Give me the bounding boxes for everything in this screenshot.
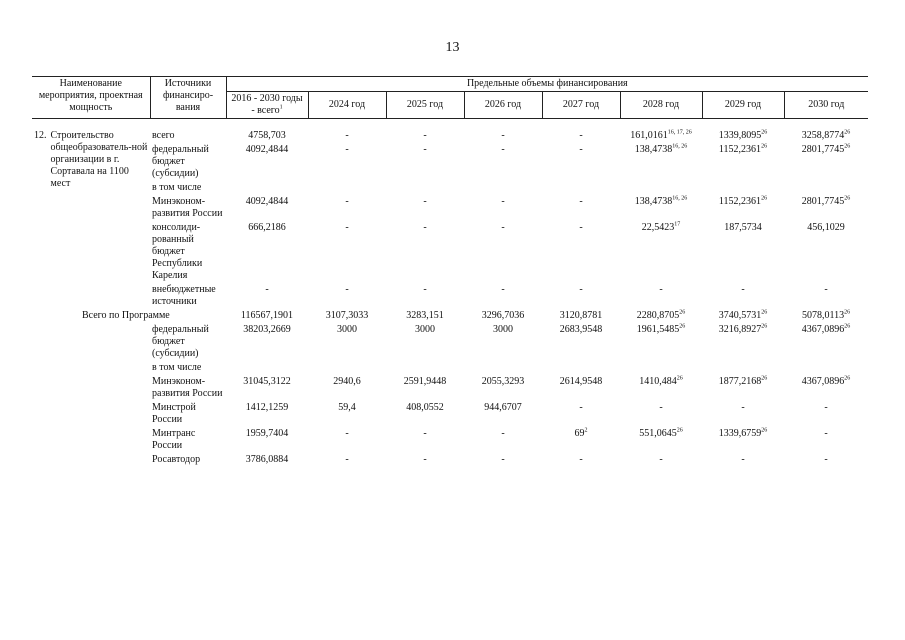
value-cell: -: [579, 130, 583, 141]
value-cell: 187,5734: [724, 222, 762, 233]
value-cell: 4758,703: [248, 130, 286, 141]
value-cell: 1339,8095$^{26}$: [718, 129, 768, 141]
value-cell: [464, 181, 542, 195]
value-cell: -: [345, 284, 349, 295]
value-cell: 3283,151: [406, 310, 444, 321]
value-cell: 1961,5485$^{26}$: [636, 323, 686, 335]
value-cell: -: [265, 284, 269, 295]
value-cell: -: [659, 454, 663, 465]
source-cell: внебюджетные источники: [152, 284, 216, 307]
table-row: [32, 143, 868, 181]
value-cell: 3786,0884: [245, 454, 289, 465]
source-cell: Минтранс России: [152, 428, 196, 451]
item-12-name: [32, 129, 150, 309]
value-cell: 1339,6759$^{26}$: [718, 427, 768, 439]
empty-name-cell: [32, 361, 150, 375]
value-cell: -: [579, 284, 583, 295]
source-cell: Минэконом-развития России: [152, 196, 223, 219]
value-cell: -: [579, 144, 583, 155]
value-cell: 3000: [337, 324, 357, 335]
value-cell: -: [345, 130, 349, 141]
value-cell: -: [579, 454, 583, 465]
value-cell: [702, 361, 784, 375]
header-total-label: 2016 - 2030 годы - всего: [231, 93, 303, 116]
table-row: [32, 401, 868, 427]
empty-name-cell: [32, 375, 150, 401]
table-row: [32, 195, 868, 221]
item-name: Строительство общеобразователь-ной организации в г. Сортавала на 1100 мест: [50, 130, 148, 189]
value-cell: 2940,6: [333, 376, 361, 387]
value-cell: -: [423, 196, 427, 207]
value-cell: 551,0645$^{26}$: [639, 427, 683, 439]
value-cell: 3000: [493, 324, 513, 335]
value-cell: 456,1029: [807, 222, 845, 233]
value-cell: 4367,0896$^{26}$: [801, 323, 851, 335]
value-cell: 3000: [415, 324, 435, 335]
value-cell: -: [824, 402, 828, 413]
value-cell: -: [423, 454, 427, 465]
value-cell: [542, 181, 620, 195]
value-cell: -: [579, 222, 583, 233]
value-cell: -: [579, 196, 583, 207]
value-cell: [784, 181, 868, 195]
value-cell: -: [345, 428, 349, 439]
value-cell: -: [741, 402, 745, 413]
value-cell: [784, 361, 868, 375]
table-row: [32, 323, 868, 361]
value-cell: 2280,8705$^{26}$: [636, 309, 686, 321]
value-cell: -: [501, 284, 505, 295]
table-row: [32, 427, 868, 453]
source-cell: федеральный бюджет (субсидии): [152, 144, 209, 179]
value-cell: 3120,8781: [559, 310, 603, 321]
header-name: Наименование мероприятия, проектная мощность: [32, 77, 150, 119]
header-year: 2030 год: [784, 92, 868, 119]
table-row: [32, 129, 868, 143]
value-cell: 161,0161$^{16, 17, 26}$: [630, 129, 692, 141]
value-cell: 944,6707: [484, 402, 522, 413]
value-cell: [464, 361, 542, 375]
source-cell: Минэконом-развития России: [152, 376, 223, 399]
value-cell: 3258,8774$^{26}$: [801, 129, 851, 141]
header-year: 2028 год: [620, 92, 702, 119]
value-cell: -: [741, 284, 745, 295]
value-cell: -: [824, 428, 828, 439]
table-row: [32, 361, 868, 375]
value-cell: [542, 361, 620, 375]
value-cell: 2801,7745$^{26}$: [801, 143, 851, 155]
table-row: [32, 309, 868, 323]
value-cell: 138,4738$^{16, 26}$: [634, 195, 688, 207]
item-number: 12.: [34, 130, 47, 141]
value-cell: -: [501, 222, 505, 233]
value-cell: 408,0552: [406, 402, 444, 413]
value-cell: -: [579, 402, 583, 413]
value-cell: 4092,4844: [245, 144, 289, 155]
value-cell: -: [659, 284, 663, 295]
page-number: 13: [445, 40, 460, 55]
header-year: 2026 год: [464, 92, 542, 119]
table-body: [32, 119, 868, 468]
value-cell: -: [423, 428, 427, 439]
value-cell: 1877,2168$^{26}$: [718, 375, 768, 387]
table-row: [32, 375, 868, 401]
value-cell: -: [659, 402, 663, 413]
value-cell: 1152,2361$^{26}$: [718, 143, 768, 155]
table-row: [32, 453, 868, 467]
value-cell: 1412,1259: [245, 402, 289, 413]
value-cell: -: [501, 144, 505, 155]
source-cell: всего: [152, 130, 175, 141]
value-cell: [226, 361, 308, 375]
table-row: [32, 181, 868, 195]
value-cell: 138,4738$^{16, 26}$: [634, 143, 688, 155]
source-cell: Росавтодор: [152, 454, 201, 465]
header-year: 2029 год: [702, 92, 784, 119]
value-cell: -: [345, 144, 349, 155]
value-cell: -: [501, 130, 505, 141]
value-cell: 31045,3122: [243, 376, 291, 387]
value-cell: -: [345, 196, 349, 207]
value-cell: [308, 181, 386, 195]
empty-name-cell: [32, 453, 150, 467]
value-cell: 1152,2361$^{26}$: [718, 195, 768, 207]
value-cell: 4092,4844: [245, 196, 289, 207]
source-cell: Минстрой России: [152, 402, 196, 425]
value-cell: -: [423, 144, 427, 155]
value-cell: [620, 361, 702, 375]
source-cell: в том числе: [152, 182, 202, 193]
value-cell: 1959,7404: [245, 428, 289, 439]
value-cell: -: [501, 454, 505, 465]
empty-name-cell: [32, 401, 150, 427]
header-year: 2024 год: [308, 92, 386, 119]
value-cell: -: [501, 428, 505, 439]
table-row: [32, 221, 868, 283]
header-group: Предельные объемы финансирования: [226, 77, 868, 92]
value-cell: 3216,8927$^{26}$: [718, 323, 768, 335]
value-cell: 2801,7745$^{26}$: [801, 195, 851, 207]
value-cell: 3107,3033: [325, 310, 369, 321]
empty-name-cell: [32, 427, 150, 453]
source-cell: консолиди-рованный бюджет Республики Карелия: [152, 222, 203, 281]
value-cell: -: [345, 454, 349, 465]
value-cell: [226, 181, 308, 195]
header-year: 2025 год: [386, 92, 464, 119]
header-total-sup: 1: [279, 104, 283, 111]
value-cell: -: [423, 130, 427, 141]
value-cell: 38203,2669: [243, 324, 291, 335]
value-cell: [386, 361, 464, 375]
value-cell: -: [741, 454, 745, 465]
value-cell: 3296,7036: [481, 310, 525, 321]
value-cell: 5078,0113$^{26}$: [801, 309, 851, 321]
value-cell: -: [423, 284, 427, 295]
table-row: [32, 283, 868, 309]
value-cell: -: [824, 454, 828, 465]
header-year: 2027 год: [542, 92, 620, 119]
value-cell: 3740,5731$^{26}$: [718, 309, 768, 321]
value-cell: [620, 181, 702, 195]
value-cell: 22,5423$^{17}$: [641, 221, 681, 233]
value-cell: $69^2$: [574, 427, 588, 439]
value-cell: 59,4: [338, 402, 356, 413]
value-cell: 2683,9548: [559, 324, 603, 335]
value-cell: -: [423, 222, 427, 233]
header-source: Источники финансиро-вания: [150, 77, 226, 119]
value-cell: [386, 181, 464, 195]
program-total-label: Всего по Программе: [82, 310, 170, 321]
financing-table: [32, 76, 868, 467]
header-total: [226, 92, 308, 119]
value-cell: 4367,0896$^{26}$: [801, 375, 851, 387]
value-cell: [702, 181, 784, 195]
value-cell: 116567,1901: [240, 310, 294, 321]
value-cell: 1410,484$^{26}$: [639, 375, 683, 387]
value-cell: 2055,3293: [481, 376, 525, 387]
source-cell: федеральный бюджет (субсидии): [152, 324, 209, 359]
value-cell: [308, 361, 386, 375]
value-cell: -: [501, 196, 505, 207]
empty-name-cell: [32, 323, 150, 361]
source-cell: в том числе: [152, 362, 202, 373]
value-cell: -: [345, 222, 349, 233]
value-cell: 666,2186: [248, 222, 286, 233]
value-cell: 2614,9548: [559, 376, 603, 387]
value-cell: -: [824, 284, 828, 295]
value-cell: 2591,9448: [403, 376, 447, 387]
